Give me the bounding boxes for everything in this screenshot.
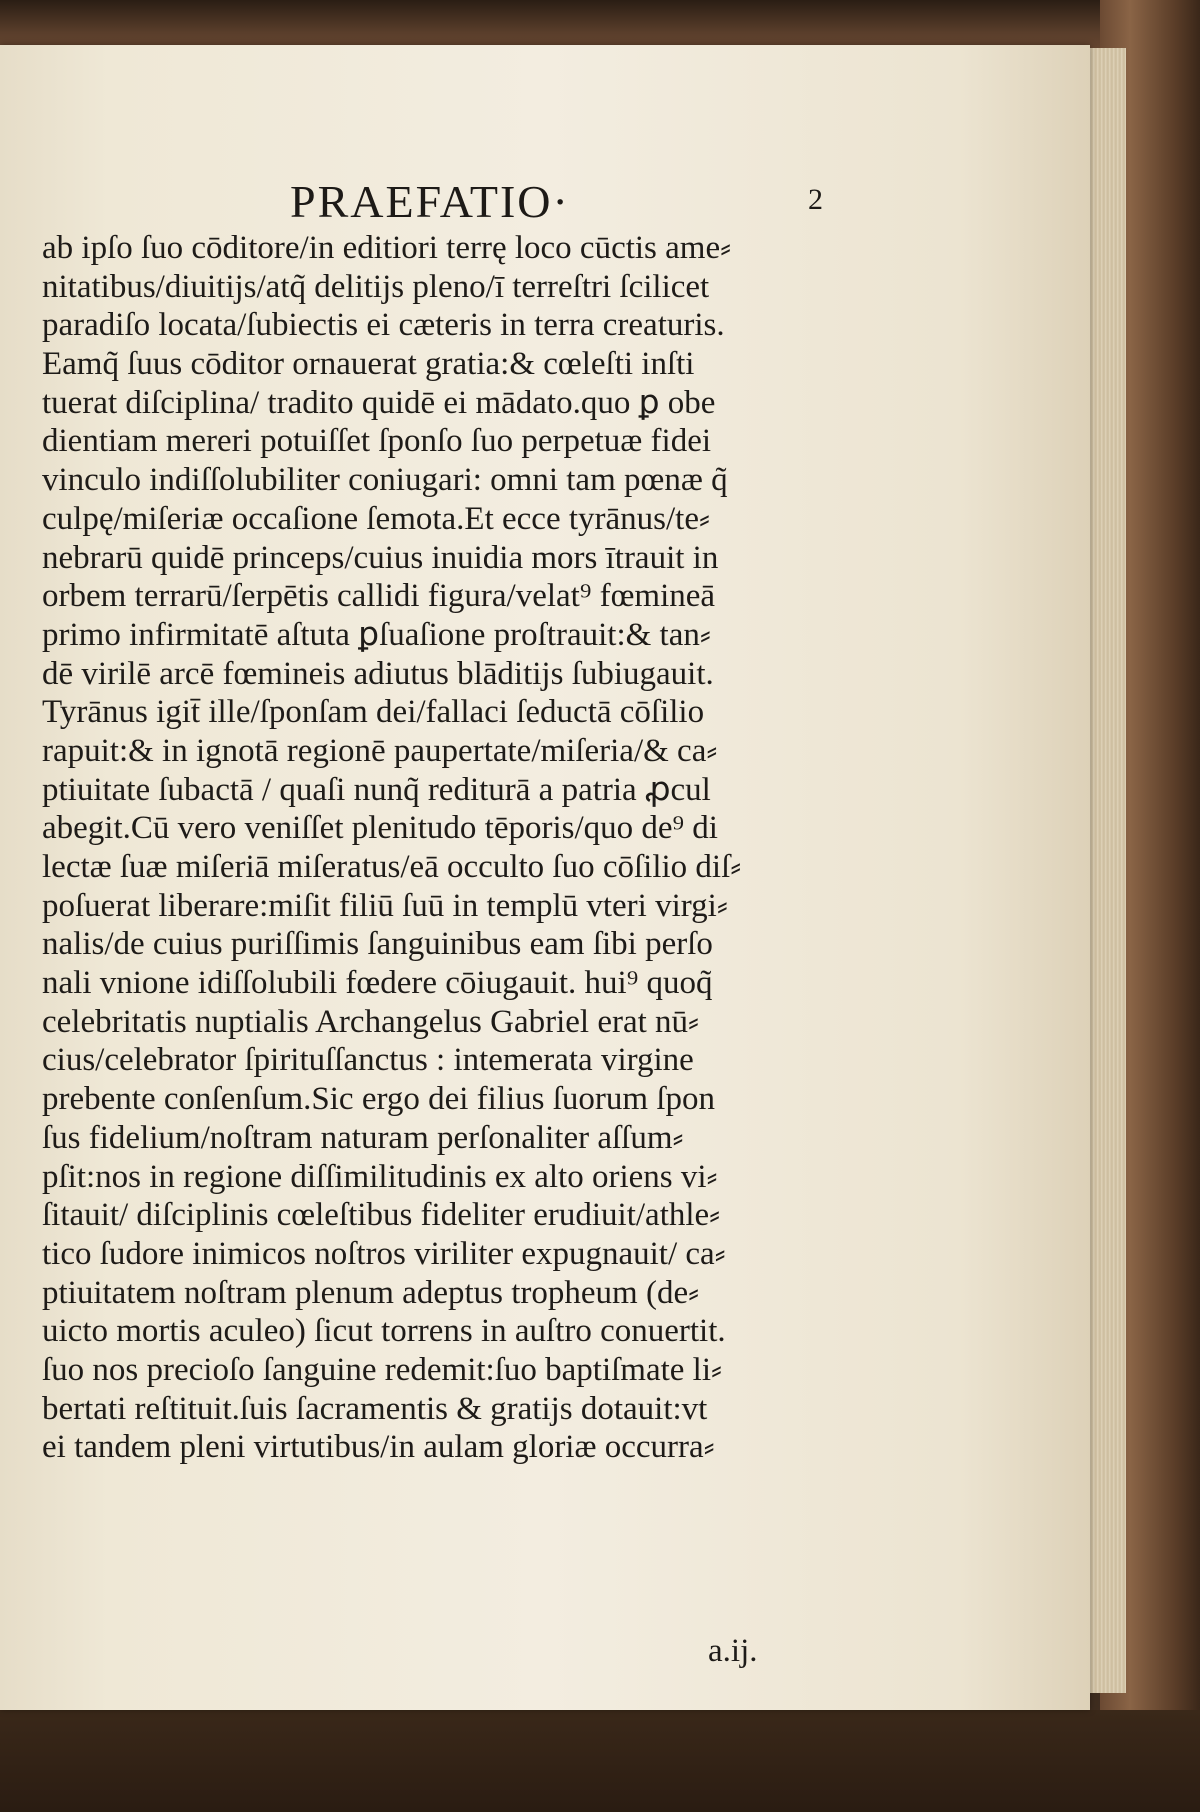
text-line: ſuo nos precioſo ſanguine redemit:ſuo baptiſmate li⸗ (42, 1351, 722, 1388)
text-line: ſus fidelium/noſtram naturam perſonaliter aſſum⸗ (42, 1119, 684, 1156)
text-line: nali vnione idiſſolubili fœdere cōiugauit. hui⁹ quoq̃ (42, 965, 713, 1002)
text-line: orbem terrarū/ſerpētis callidi figura/velat⁹ fœmineā (42, 578, 716, 615)
text-line: ptiuitatem noſtram plenum adeptus tropheum (de⸗ (42, 1274, 700, 1311)
text-line: tico ſudore inimicos noſtros viriliter expugnauit/ ca⸗ (42, 1235, 726, 1272)
folio-number: 2 (808, 183, 823, 216)
text-line: ptiuitate ſubactā / quaſi nunq̃ rediturā a patria ꝓcul (42, 771, 711, 808)
text-line: primo infirmitatē aſtuta ꝑſuaſione proſtrauit:& tan⸗ (42, 616, 711, 653)
text-line: tuerat diſciplina/ tradito quidē ei mādato.quo ꝑ obe (42, 384, 716, 421)
text-line: cius/celebrator ſpirituſſanctus : intemerata virgine (42, 1042, 694, 1079)
body-text (42, 229, 892, 1467)
text-line: ei tandem pleni virtutibus/in aulam gloriæ occurra⸗ (42, 1429, 715, 1466)
text-line: vinculo indiſſolubiliter coniugari: omni tam pœnæ q̃ (42, 462, 728, 499)
text-line: nitatibus/diuitijs/atq̃ delitijs pleno/ī terreſtri ſcilicet (42, 268, 710, 305)
text-line: poſuerat liberare:miſit filiū ſuū in templū vteri virgi⸗ (42, 887, 728, 924)
text-line: culpę/miſeriæ occaſione ſemota.Et ecce tyrānus/te⸗ (42, 500, 710, 537)
text-line: celebritatis nuptialis Archangelus Gabriel erat nū⸗ (42, 1003, 700, 1040)
text-line: Tyrānus igit̄ ille/ſponſam dei/fallaci ſeductā cōſilio (42, 694, 705, 731)
binding-bottom-edge (0, 1710, 1200, 1812)
text-line: rapuit:& in ignotā regionē paupertate/miſeria/& ca⸗ (42, 732, 718, 769)
text-line: ſitauit/ diſciplinis cœleſtibus fideliter erudiuit/athle⸗ (42, 1197, 721, 1234)
text-line: bertati reſtituit.ſuis ſacramentis & gratijs dotauit:vt (42, 1390, 708, 1427)
running-head: PRAEFATIO· (290, 176, 570, 227)
text-line: Eamq̃ ſuus cōditor ornauerat gratia:& cœleſti inſti (42, 346, 695, 383)
text-line: nalis/de cuius puriſſimis ſanguinibus eam ſibi perſo (42, 926, 713, 963)
text-line: paradiſo locata/ſubiectis ei cæteris in terra creaturis. (42, 307, 725, 344)
text-line: dientiam mereri potuiſſet ſponſo ſuo perpetuæ fidei (42, 423, 712, 460)
text-line: pſit:nos in regione diſſimilitudinis ex alto oriens vi⸗ (42, 1158, 718, 1195)
text-line: uicto mortis aculeo) ſicut torrens in auſtro conuertit. (42, 1313, 726, 1350)
text-line: nebrarū quidē princeps/cuius inuidia mors ītrauit in (42, 539, 719, 576)
signature-mark: a.ij. (708, 1633, 758, 1669)
text-line: prebente conſenſum.Sic ergo dei filius ſuorum ſpon (42, 1081, 716, 1118)
text-line: dē virilē arcē fœmineis adiutus blāditijs ſubiugauit. (42, 655, 714, 692)
text-line: lectæ ſuæ miſeriā miſeratus/eā occulto ſuo cōſilio diſ⸗ (42, 849, 742, 885)
text-line: abegit.Cū vero veniſſet plenitudo tēporis/quo de⁹ di (42, 810, 718, 847)
text-line: ab ipſo ſuo cōditore/in editiori terrę loco cūctis ame⸗ (42, 230, 732, 266)
printed-page (0, 45, 1090, 1710)
page-edges (1085, 48, 1126, 1693)
